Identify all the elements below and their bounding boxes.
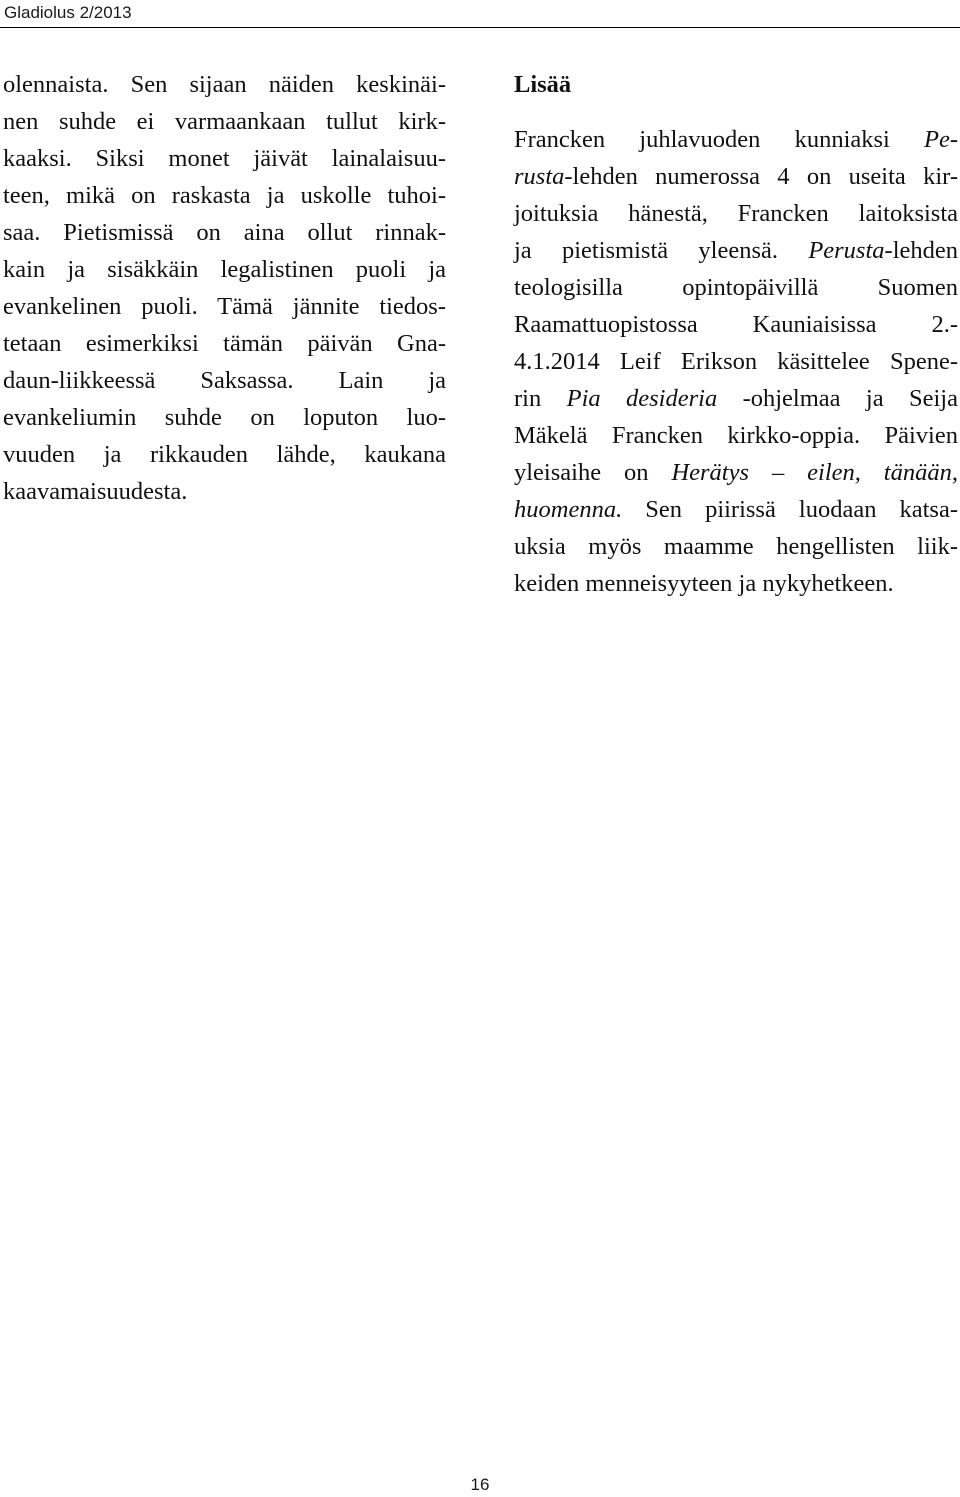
text-line: uksia myös maamme hengellisten liik- <box>514 533 958 560</box>
text-line: Raamattuopistossa Kauniaisissa 2.- <box>514 311 958 338</box>
text-line: yleisaihe on Herätys – eilen, tänään, <box>514 459 958 486</box>
publication-title: Gladiolus 2/2013 <box>4 3 132 22</box>
text-line: saa. Pietismissä on aina ollut rinnak- <box>3 219 446 246</box>
text-line: huomenna. Sen piirissä luodaan katsa- <box>514 496 958 523</box>
text-line: evankelinen puoli. Tämä jännite tiedos- <box>3 293 446 320</box>
text-line: keiden menneisyyteen ja nykyhetkeen. <box>514 570 894 597</box>
text-line: daun-liikkeessä Saksassa. Lain ja <box>3 367 446 394</box>
text-line: kaaksi. Siksi monet jäivät lainalaisuu- <box>3 145 446 172</box>
text-line: rusta-lehden numerossa 4 on useita kir- <box>514 163 958 190</box>
text-line: rin Pia desideria -ohjelmaa ja Seija <box>514 385 958 412</box>
text-line: joituksia hänestä, Francken laitoksista <box>514 200 958 227</box>
text-line: tetaan esimerkiksi tämän päivän Gna- <box>3 330 446 357</box>
text-line: kain ja sisäkkäin legalistinen puoli ja <box>3 256 446 283</box>
text-line: teologisilla opintopäivillä Suomen <box>514 274 958 301</box>
page-number: 16 <box>470 1475 490 1494</box>
right-column <box>514 66 958 602</box>
text-line: Francken juhlavuoden kunniaksi Pe- <box>514 126 958 153</box>
text-line: Mäkelä Francken kirkko-oppia. Päivien <box>514 422 958 449</box>
text-line: vuuden ja rikkauden lähde, kaukana <box>3 441 446 468</box>
text-line: ja pietismistä yleensä. Perusta-lehden <box>514 237 958 264</box>
text-line: teen, mikä on raskasta ja uskolle tuhoi- <box>3 182 446 209</box>
text-line: olennaista. Sen sijaan näiden keskinäi- <box>3 71 446 98</box>
section-heading: Lisää <box>514 71 572 98</box>
header-rule <box>0 27 960 28</box>
text-line: 4.1.2014 Leif Erikson käsittelee Spene- <box>514 348 958 375</box>
text-line: evankeliumin suhde on loputon luo- <box>3 404 446 431</box>
left-column <box>3 66 446 510</box>
text-line: kaavamaisuudesta. <box>3 478 188 505</box>
text-line: nen suhde ei varmaankaan tullut kirk- <box>3 108 446 135</box>
page-footer <box>0 1474 960 1496</box>
